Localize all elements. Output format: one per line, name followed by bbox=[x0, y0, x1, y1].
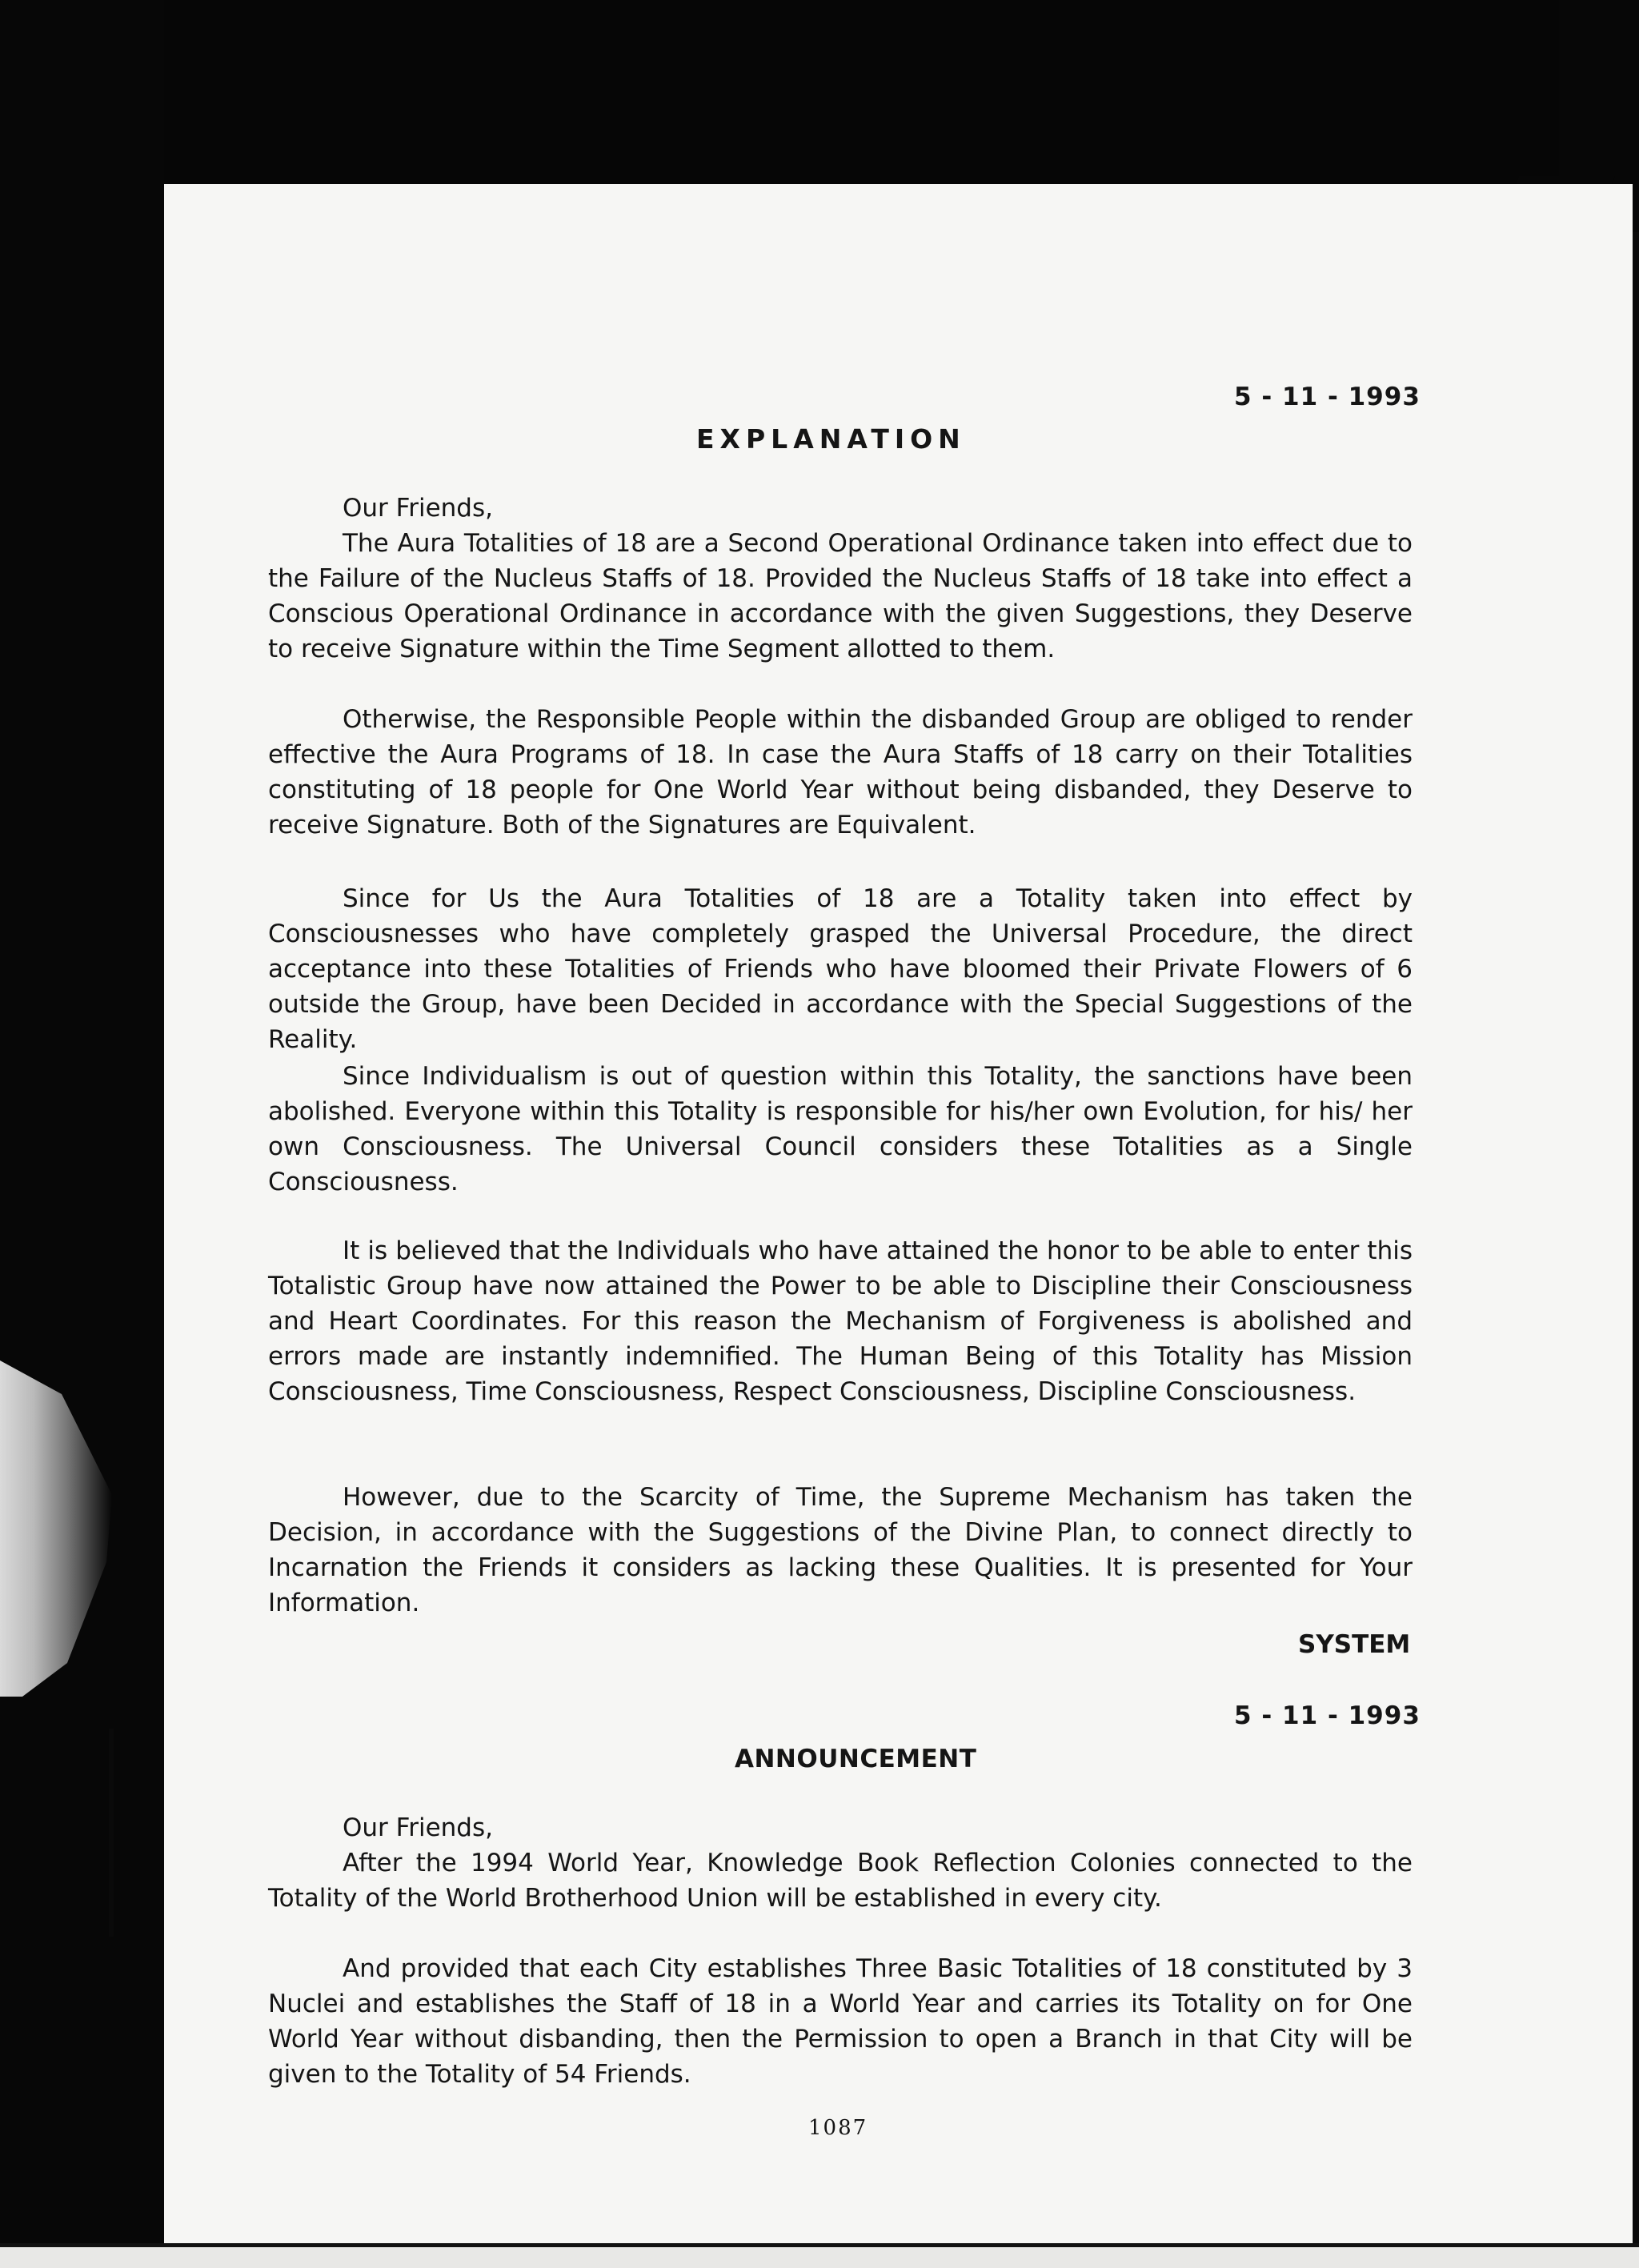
explanation-signature: SYSTEM bbox=[1298, 1630, 1411, 1659]
explanation-paragraph: Since for Us the Aura Totalities of 18 are a Totality taken into effect by Consciousnesses who have completely grasped the Universal Procedure, the direct acceptance into these Totalities of Friends who have bloomed their Private Flowers of 6 outside the Group, have been Decided in accordance with the Special Suggestions of the Reality. bbox=[268, 884, 1413, 1054]
explanation-heading: EXPLANATION bbox=[696, 423, 966, 455]
announcement-greeting: Our Friends, bbox=[343, 1813, 493, 1842]
explanation-paragraph-2-block bbox=[268, 702, 1413, 843]
explanation-greeting: Our Friends, bbox=[343, 494, 493, 523]
explanation-paragraph-1-block bbox=[268, 526, 1413, 667]
announcement-paragraph-1-block bbox=[268, 1845, 1413, 1916]
explanation-paragraph-4-block bbox=[268, 1059, 1413, 1200]
page-number: 1087 bbox=[808, 2116, 868, 2140]
announcement-paragraph: After the 1994 World Year, Knowledge Book Reflection Colonies connected to the Totality of the World Brotherhood Union will be established in every city. bbox=[268, 1849, 1413, 1913]
explanation-paragraph: However, due to the Scarcity of Time, the Supreme Mechanism has taken the Decision, in accordance with the Suggestions of the Divine Plan, to connect directly to Incarnation the Friends it considers as lacking these Qualities. It is presented for Your Information. bbox=[268, 1483, 1413, 1617]
scan-border-bottom bbox=[0, 2247, 1639, 2268]
explanation-paragraph: Otherwise, the Responsible People within the disbanded Group are obliged to render effective the Aura Programs of 18. In case the Aura Staffs of 18 carry on their Totalities constituting of 18 people for One World Year without being disbanded, they Deserve to receive Signature. Both of the Signatures are Equivalent. bbox=[268, 705, 1413, 839]
explanation-paragraph: It is believed that the Individuals who have attained the honor to be able to enter this Totalistic Group have now attained the Power to be able to Discipline their Consciousness and Heart Coordinates. For this reason the Mechanism of Forgiveness is abolished and errors made are instantly indemnified. The Human Being of this Totality has Mission Consciousness, Time Consciousness, Respect Consciousness, Discipline Consciousness. bbox=[268, 1236, 1413, 1406]
announcement-heading: ANNOUNCEMENT bbox=[735, 1745, 977, 1773]
announcement-date: 5 - 11 - 1993 bbox=[1234, 1701, 1421, 1730]
explanation-paragraph-3-block bbox=[268, 881, 1413, 1057]
scan-edge-line bbox=[109, 1729, 114, 1937]
explanation-greeting-block bbox=[268, 491, 1413, 526]
explanation-paragraph-6-block bbox=[268, 1480, 1413, 1621]
explanation-paragraph: Since Individualism is out of question within this Totality, the sanctions have been abolished. Everyone within this Totality is responsible for his/her own Evolution, for his/ her own Consciousness. The Universal Council considers these Totalities as a Single Consciousness. bbox=[268, 1062, 1413, 1196]
explanation-paragraph: The Aura Totalities of 18 are a Second Operational Ordinance taken into effect due to the Failure of the Nucleus Staffs of 18. Provided the Nucleus Staffs of 18 take into effect a Conscious Operational Ordinance in accordance with the given Suggestions, they Deserve to receive Signature within the Time Segment allotted to them. bbox=[268, 529, 1413, 663]
announcement-paragraph-2-block bbox=[268, 1951, 1413, 2092]
explanation-date: 5 - 11 - 1993 bbox=[1234, 383, 1421, 411]
explanation-paragraph-5-block bbox=[268, 1233, 1413, 1409]
announcement-greeting-block bbox=[268, 1810, 1413, 1845]
announcement-paragraph: And provided that each City establishes Three Basic Totalities of 18 constituted by 3 Nuclei and establishes the Staff of 18 in a World Year and carries its Totality on for One World Year without disbanding, then the Permission to open a Branch in that City will be given to the Totality of 54 Friends. bbox=[268, 1954, 1413, 2089]
scan-border-top bbox=[0, 0, 1639, 184]
scan-border-left bbox=[0, 0, 164, 2268]
